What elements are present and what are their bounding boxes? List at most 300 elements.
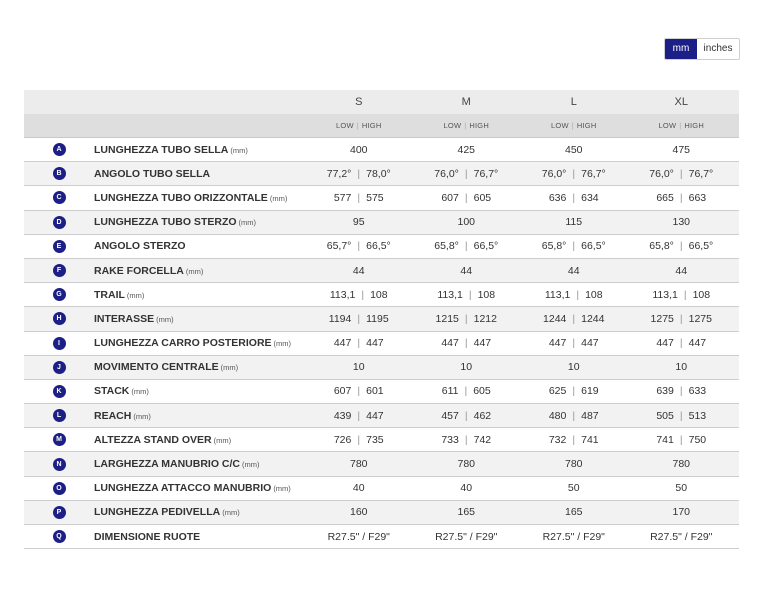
high-value: 462 bbox=[473, 409, 492, 422]
row-label bbox=[94, 289, 305, 301]
value-cell bbox=[413, 216, 521, 228]
row-letter-badge: N bbox=[53, 458, 66, 471]
high-label: HIGH bbox=[576, 121, 597, 130]
row-label-text: LUNGHEZZA PEDIVELLA bbox=[94, 506, 221, 519]
row-label bbox=[94, 265, 305, 277]
high-value: 108 bbox=[692, 288, 711, 301]
low-value: 76,0° bbox=[541, 167, 567, 180]
value-cell bbox=[413, 313, 521, 325]
value-cell bbox=[628, 192, 736, 204]
value-cell bbox=[520, 144, 628, 156]
low-value: 607 bbox=[441, 191, 459, 204]
row-unit: (mm) bbox=[220, 363, 239, 373]
separator: | bbox=[679, 409, 683, 422]
low-label: LOW bbox=[551, 121, 569, 130]
separator: | bbox=[679, 337, 683, 350]
value-cell bbox=[520, 506, 628, 518]
high-value: 487 bbox=[581, 409, 599, 422]
value-cell bbox=[520, 240, 628, 252]
value-cell bbox=[520, 458, 628, 470]
table-body bbox=[24, 138, 739, 549]
high-value: 750 bbox=[688, 433, 707, 446]
low-value: 732 bbox=[548, 433, 567, 446]
low-value: 76,0° bbox=[434, 167, 459, 180]
separator: | bbox=[572, 191, 576, 204]
value-cell bbox=[628, 313, 736, 325]
row-label-text: LUNGHEZZA TUBO ORIZZONTALE bbox=[94, 191, 268, 204]
size-header-l: L bbox=[570, 96, 577, 108]
value: 50 bbox=[567, 482, 580, 495]
row-label bbox=[94, 506, 305, 518]
row-unit: (mm) bbox=[222, 508, 240, 518]
value-cell bbox=[413, 434, 521, 446]
value-cell bbox=[628, 144, 736, 156]
high-label: HIGH bbox=[469, 121, 489, 130]
value-cell bbox=[413, 458, 521, 470]
value: R27.5" / F29" bbox=[650, 530, 713, 543]
table-row bbox=[24, 428, 739, 452]
row-label bbox=[94, 192, 305, 204]
separator: | bbox=[464, 337, 468, 350]
row-label-text: LUNGHEZZA CARRO POSTERIORE bbox=[94, 337, 272, 350]
separator: | bbox=[464, 167, 468, 180]
row-label bbox=[94, 531, 305, 543]
low-value: 636 bbox=[548, 191, 567, 204]
row-letter-badge: J bbox=[53, 361, 66, 374]
low-high-label bbox=[413, 114, 521, 137]
unit-mm-button[interactable]: mm bbox=[665, 39, 697, 59]
low-label: LOW bbox=[336, 121, 354, 130]
value: R27.5" / F29" bbox=[327, 530, 390, 543]
value: 475 bbox=[672, 143, 691, 156]
value-cell bbox=[413, 144, 521, 156]
row-unit: (mm) bbox=[133, 411, 151, 421]
value-cell bbox=[520, 361, 628, 373]
separator: | bbox=[572, 240, 576, 253]
high-value: 76,7° bbox=[688, 167, 714, 180]
low-high-header-row bbox=[24, 114, 739, 138]
separator: | bbox=[679, 433, 683, 446]
row-label bbox=[94, 313, 305, 325]
row-letter-badge: C bbox=[53, 191, 66, 204]
separator: | bbox=[357, 191, 361, 204]
unit-toggle bbox=[664, 38, 740, 60]
value-cell bbox=[628, 168, 736, 180]
table-row bbox=[24, 477, 739, 501]
low-value: 65,8° bbox=[649, 240, 674, 253]
separator: | bbox=[572, 337, 576, 350]
row-label bbox=[94, 337, 305, 349]
high-value: 447 bbox=[366, 337, 384, 350]
separator: | bbox=[464, 240, 468, 253]
value: 780 bbox=[457, 458, 476, 471]
row-letter-badge: E bbox=[53, 240, 66, 253]
value-cell bbox=[413, 337, 521, 349]
value: 450 bbox=[564, 143, 583, 156]
value-cell bbox=[520, 216, 628, 228]
low-high-label bbox=[628, 114, 736, 137]
low-high-label bbox=[520, 114, 628, 137]
high-value: 633 bbox=[688, 385, 707, 398]
value-cell bbox=[305, 434, 413, 446]
row-unit: (mm) bbox=[126, 290, 145, 300]
value-cell bbox=[413, 289, 521, 301]
value-cell bbox=[305, 313, 413, 325]
row-letter-badge: F bbox=[53, 264, 66, 277]
value-cell bbox=[628, 216, 736, 228]
value-cell bbox=[628, 240, 736, 252]
table-row bbox=[24, 138, 739, 162]
row-label-text: ANGOLO TUBO SELLA bbox=[94, 167, 211, 180]
value-cell bbox=[628, 434, 736, 446]
value: 160 bbox=[349, 506, 368, 519]
table-row bbox=[24, 356, 739, 380]
low-value: 1194 bbox=[328, 312, 352, 325]
value: 44 bbox=[675, 264, 688, 277]
value: 10 bbox=[460, 361, 473, 374]
separator: | bbox=[357, 433, 361, 446]
value-cell bbox=[520, 168, 628, 180]
value-cell bbox=[520, 482, 628, 494]
row-unit: (mm) bbox=[269, 193, 288, 203]
value-cell bbox=[413, 361, 521, 373]
value-cell bbox=[305, 168, 413, 180]
high-value: 66,5° bbox=[473, 240, 499, 253]
high-value: 76,7° bbox=[581, 167, 606, 180]
high-value: 76,7° bbox=[473, 167, 499, 180]
value-cell bbox=[628, 289, 736, 301]
row-unit: (mm) bbox=[156, 314, 174, 324]
high-value: 741 bbox=[581, 433, 599, 446]
separator: | bbox=[572, 409, 576, 422]
value: 165 bbox=[457, 506, 476, 519]
separator: | bbox=[357, 385, 361, 398]
separator: | bbox=[679, 167, 683, 180]
value-cell bbox=[520, 265, 628, 277]
value-cell bbox=[628, 265, 736, 277]
row-label bbox=[94, 482, 305, 494]
value: 780 bbox=[564, 458, 583, 471]
high-value: 601 bbox=[366, 385, 384, 398]
value-cell bbox=[305, 482, 413, 494]
value: 10 bbox=[352, 361, 365, 374]
row-label-text: LUNGHEZZA ATTACCO MANUBRIO bbox=[94, 482, 272, 495]
low-value: 733 bbox=[441, 433, 459, 446]
value: 50 bbox=[675, 482, 688, 495]
high-value: 447 bbox=[366, 409, 384, 422]
low-value: 480 bbox=[548, 409, 567, 422]
value-cell bbox=[628, 506, 736, 518]
high-value: 1244 bbox=[581, 312, 605, 325]
value: 10 bbox=[675, 361, 688, 374]
low-value: 505 bbox=[656, 409, 674, 422]
value-cell bbox=[413, 410, 521, 422]
row-label bbox=[94, 168, 305, 180]
row-label-text: LARGHEZZA MANUBRIO C/C bbox=[94, 458, 241, 471]
value: 10 bbox=[567, 361, 580, 374]
geometry-table bbox=[24, 90, 739, 549]
row-unit: (mm) bbox=[131, 387, 149, 397]
row-letter-badge: O bbox=[53, 482, 66, 495]
row-label-text: STACK bbox=[94, 385, 130, 398]
high-value: 1195 bbox=[366, 312, 389, 325]
separator: | bbox=[464, 385, 468, 398]
low-value: 607 bbox=[333, 385, 352, 398]
separator: | bbox=[679, 240, 683, 253]
value: 44 bbox=[460, 264, 473, 277]
size-header-xl: XL bbox=[674, 96, 688, 108]
value-cell bbox=[305, 216, 413, 228]
value-cell bbox=[520, 385, 628, 397]
separator: | bbox=[468, 288, 472, 301]
low-value: 65,8° bbox=[434, 240, 459, 253]
table-row bbox=[24, 259, 739, 283]
row-letter-badge: L bbox=[53, 409, 66, 422]
value-cell bbox=[520, 410, 628, 422]
low-value: 625 bbox=[548, 385, 567, 398]
value-cell bbox=[628, 385, 736, 397]
separator: | bbox=[679, 385, 683, 398]
high-value: 605 bbox=[473, 191, 492, 204]
row-letter-badge: G bbox=[53, 288, 66, 301]
value: R27.5" / F29" bbox=[435, 530, 498, 543]
row-label-text: REACH bbox=[94, 409, 132, 422]
low-value: 726 bbox=[333, 433, 352, 446]
table-row bbox=[24, 501, 739, 525]
value-cell bbox=[305, 531, 413, 543]
separator: | bbox=[464, 433, 468, 446]
separator: | bbox=[357, 409, 361, 422]
low-value: 447 bbox=[441, 337, 459, 350]
value-cell bbox=[413, 265, 521, 277]
low-value: 76,0° bbox=[649, 167, 674, 180]
row-unit: (mm) bbox=[230, 145, 248, 155]
separator: | bbox=[357, 337, 361, 350]
low-value: 457 bbox=[441, 409, 459, 422]
value: 44 bbox=[567, 264, 580, 277]
separator: | bbox=[571, 121, 574, 130]
low-value: 113,1 bbox=[652, 288, 678, 301]
row-unit: (mm) bbox=[273, 484, 291, 494]
table-row bbox=[24, 380, 739, 404]
low-high-label bbox=[305, 114, 413, 137]
value-cell bbox=[520, 313, 628, 325]
separator: | bbox=[572, 385, 576, 398]
row-label-text: LUNGHEZZA TUBO SELLA bbox=[94, 143, 229, 156]
row-label bbox=[94, 216, 305, 228]
high-value: 619 bbox=[581, 385, 599, 398]
value-cell bbox=[413, 192, 521, 204]
low-value: 665 bbox=[656, 191, 674, 204]
value: 44 bbox=[352, 264, 365, 277]
high-value: 108 bbox=[585, 288, 603, 301]
table-row bbox=[24, 211, 739, 235]
separator: | bbox=[679, 121, 682, 130]
low-value: 65,7° bbox=[326, 240, 352, 253]
low-value: 113,1 bbox=[329, 288, 356, 301]
low-value: 611 bbox=[441, 385, 459, 398]
high-value: 447 bbox=[581, 337, 599, 350]
high-value: 108 bbox=[477, 288, 496, 301]
separator: | bbox=[464, 121, 467, 130]
low-value: 439 bbox=[333, 409, 352, 422]
value: 130 bbox=[672, 216, 691, 229]
separator: | bbox=[356, 121, 359, 130]
row-letter-badge: K bbox=[53, 385, 66, 398]
high-value: 513 bbox=[688, 409, 707, 422]
value-cell bbox=[628, 337, 736, 349]
value-cell bbox=[305, 385, 413, 397]
value-cell bbox=[520, 531, 628, 543]
high-label: HIGH bbox=[684, 121, 704, 130]
row-letter-badge: A bbox=[53, 143, 66, 156]
separator: | bbox=[683, 288, 687, 301]
row-label bbox=[94, 434, 305, 446]
high-value: 1212 bbox=[473, 312, 497, 325]
separator: | bbox=[572, 167, 576, 180]
separator: | bbox=[464, 312, 468, 325]
value-cell bbox=[305, 337, 413, 349]
table-row bbox=[24, 162, 739, 186]
row-unit: (mm) bbox=[185, 266, 204, 276]
low-value: 113,1 bbox=[544, 288, 571, 301]
separator: | bbox=[679, 191, 683, 204]
high-value: 447 bbox=[473, 337, 492, 350]
value-cell bbox=[305, 265, 413, 277]
table-row bbox=[24, 404, 739, 428]
value: 40 bbox=[460, 482, 473, 495]
low-value: 577 bbox=[333, 191, 352, 204]
value-cell bbox=[520, 192, 628, 204]
row-unit: (mm) bbox=[242, 460, 260, 470]
low-value: 447 bbox=[548, 337, 567, 350]
separator: | bbox=[572, 433, 576, 446]
value: 780 bbox=[349, 458, 368, 471]
row-label-text: ALTEZZA STAND OVER bbox=[94, 433, 212, 446]
value-cell bbox=[413, 506, 521, 518]
row-label bbox=[94, 361, 305, 373]
high-value: 575 bbox=[366, 191, 384, 204]
value-cell bbox=[520, 289, 628, 301]
row-label bbox=[94, 410, 305, 422]
value: 170 bbox=[672, 506, 691, 519]
row-label-text: MOVIMENTO CENTRALE bbox=[94, 361, 219, 374]
table-row bbox=[24, 332, 739, 356]
unit-inches-button[interactable]: inches bbox=[697, 39, 739, 59]
low-label: LOW bbox=[443, 121, 462, 130]
high-value: 66,5° bbox=[366, 240, 391, 253]
row-label-text: LUNGHEZZA TUBO STERZO bbox=[94, 216, 237, 229]
row-letter-badge: P bbox=[53, 506, 66, 519]
row-letter-badge: D bbox=[53, 216, 66, 229]
row-label-text: INTERASSE bbox=[94, 312, 155, 325]
value-cell bbox=[413, 385, 521, 397]
value: 100 bbox=[457, 216, 476, 229]
low-label: LOW bbox=[658, 121, 677, 130]
value-cell bbox=[628, 361, 736, 373]
table-row bbox=[24, 452, 739, 476]
row-letter-badge: M bbox=[53, 433, 66, 446]
value-cell bbox=[305, 361, 413, 373]
separator: | bbox=[357, 240, 361, 253]
value-cell bbox=[520, 337, 628, 349]
value: R27.5" / F29" bbox=[542, 530, 605, 543]
table-row bbox=[24, 525, 739, 549]
row-letter-badge: I bbox=[53, 337, 66, 350]
value-cell bbox=[305, 410, 413, 422]
table-row bbox=[24, 186, 739, 210]
high-value: 634 bbox=[581, 191, 599, 204]
value: 400 bbox=[349, 143, 368, 156]
row-label bbox=[94, 144, 305, 156]
value: 165 bbox=[564, 506, 583, 519]
row-unit: (mm) bbox=[238, 218, 257, 228]
value-cell bbox=[305, 192, 413, 204]
value-cell bbox=[305, 240, 413, 252]
table-row bbox=[24, 283, 739, 307]
separator: | bbox=[679, 312, 683, 325]
row-label-text: DIMENSIONE RUOTE bbox=[94, 530, 201, 543]
low-value: 741 bbox=[656, 433, 674, 446]
low-value: 65,8° bbox=[541, 240, 567, 253]
row-unit: (mm) bbox=[273, 339, 292, 349]
low-value: 447 bbox=[333, 337, 352, 350]
low-value: 639 bbox=[656, 385, 674, 398]
high-value: 1275 bbox=[688, 312, 712, 325]
separator: | bbox=[357, 312, 361, 325]
value-cell bbox=[628, 458, 736, 470]
low-value: 113,1 bbox=[437, 288, 463, 301]
table-row bbox=[24, 235, 739, 259]
value: 425 bbox=[457, 143, 476, 156]
value-cell bbox=[413, 531, 521, 543]
value: 40 bbox=[352, 482, 365, 495]
high-value: 663 bbox=[688, 191, 707, 204]
value-cell bbox=[628, 410, 736, 422]
size-header-m: M bbox=[461, 96, 471, 108]
table-row bbox=[24, 307, 739, 331]
value-cell bbox=[628, 531, 736, 543]
high-value: 447 bbox=[688, 337, 707, 350]
value-cell bbox=[413, 482, 521, 494]
value: 780 bbox=[672, 458, 691, 471]
row-label-text: ANGOLO STERZO bbox=[94, 240, 186, 253]
value-cell bbox=[305, 144, 413, 156]
row-unit: (mm) bbox=[213, 435, 232, 445]
high-value: 66,5° bbox=[581, 240, 606, 253]
row-label bbox=[94, 240, 305, 252]
value-cell bbox=[413, 240, 521, 252]
low-value: 447 bbox=[656, 337, 674, 350]
row-label bbox=[94, 385, 305, 397]
high-value: 78,0° bbox=[366, 167, 391, 180]
low-value: 1215 bbox=[435, 312, 459, 325]
value-cell bbox=[305, 289, 413, 301]
row-letter-badge: Q bbox=[53, 530, 66, 543]
row-letter-badge: B bbox=[53, 167, 66, 180]
high-label: HIGH bbox=[361, 121, 382, 130]
value-cell bbox=[305, 458, 413, 470]
row-label-text: TRAIL bbox=[94, 288, 125, 301]
separator: | bbox=[464, 409, 468, 422]
low-value: 77,2° bbox=[326, 167, 352, 180]
row-label bbox=[94, 458, 305, 470]
separator: | bbox=[464, 191, 468, 204]
high-value: 735 bbox=[366, 433, 384, 446]
value-cell bbox=[628, 482, 736, 494]
value: 95 bbox=[352, 216, 365, 229]
low-value: 1275 bbox=[650, 312, 674, 325]
